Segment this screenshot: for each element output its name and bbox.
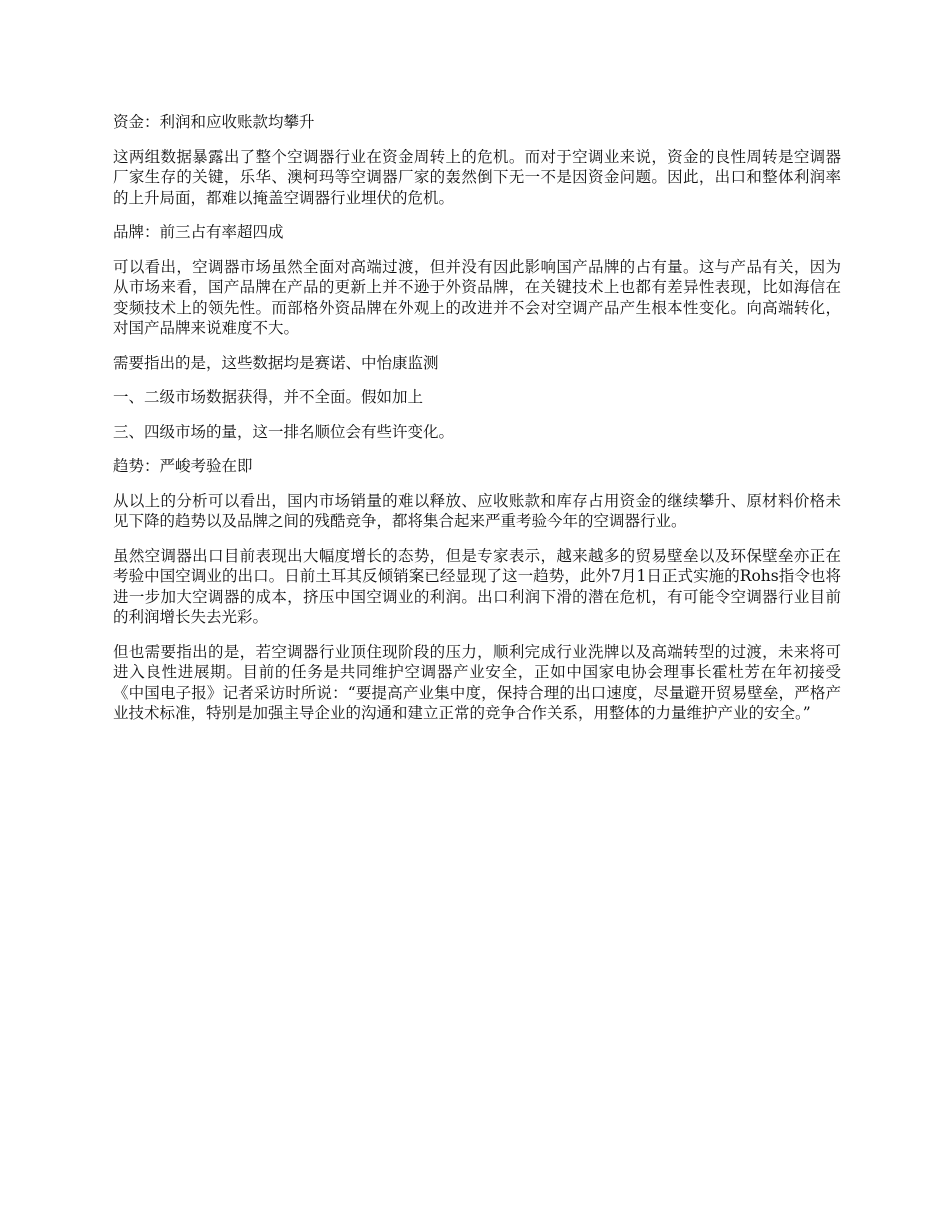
section-heading-trend: 趋势：严峻考验在即 xyxy=(113,457,253,475)
section-heading-funds: 资金：利润和应收账款均攀升 xyxy=(113,113,315,131)
paragraph-market-tier-3-4: 三、四级市场的量，这一排名顺位会有些许变化。 xyxy=(113,422,455,441)
paragraph-industry-outlook: 但也需要指出的是，若空调器行业顶住现阶段的压力，顺利完成行业洗牌以及高端转型的过渡，未来将可进入良性进展期。目前的任务是共同维护空调器产业安全，正如中国家电协会理事长霍杜芳在年初接受《中国电子报》记者采访时所说：“要提高产业集中度，保持合理的出口速度，尽量避开贸易壁垒，严格产业技术标准，特别是加强主导企业的沟通和建立正常的竞争合作关系，用整体的力量维护产业的安全。” xyxy=(113,642,841,722)
paragraph-trend-analysis: 从以上的分析可以看出，国内市场销量的难以释放、应收账款和库存占用资金的继续攀升、原材料价格未见下降的趋势以及品牌之间的残酷竞争，都将集合起来严重考验今年的空调器行业。 xyxy=(113,491,841,530)
paragraph-brand-share: 可以看出，空调器市场虽然全面对高端过渡，但并没有因此影响国产品牌的占有量。这与产品有关，因为从市场来看，国产品牌在产品的更新上并不逊于外资品牌，在关键技术上也都有差异性表现，比如海信在变频技术上的领先性。而部格外资品牌在外观上的改进并不会对空调产品产生根本性变化。向高端转化，对国产品牌来说难度不大。 xyxy=(113,257,841,337)
paragraph-export-barriers: 虽然空调器出口目前表现出大幅度增长的态势，但是专家表示，越来越多的贸易壁垒以及环保壁垒亦正在考验中国空调业的出口。日前土耳其反倾销案已经显现了这一趋势，此外7月1日正式实施的Rohs指令也将进一步加大空调器的成本，挤压中国空调业的利润。出口利润下滑的潜在危机，有可能令空调器行业目前的利润增长失去光彩。 xyxy=(113,546,841,626)
paragraph-market-tier-1-2: 一、二级市场数据获得，并不全面。假如加上 xyxy=(113,388,424,406)
paragraph-data-note: 需要指出的是，这些数据均是赛诺、中怡康监测 xyxy=(113,353,439,372)
section-heading-brand: 品牌：前三占有率超四成 xyxy=(113,223,284,241)
document-page xyxy=(113,112,841,738)
paragraph-funds-crisis: 这两组数据暴露出了整个空调器行业在资金周转上的危机。而对于空调业来说，资金的良性周转是空调器厂家生存的关键，乐华、澳柯玛等空调器厂家的轰然倒下无一不是因资金问题。因此，出口和整体利润率的上升局面，都难以掩盖空调器行业埋伏的危机。 xyxy=(113,147,841,207)
